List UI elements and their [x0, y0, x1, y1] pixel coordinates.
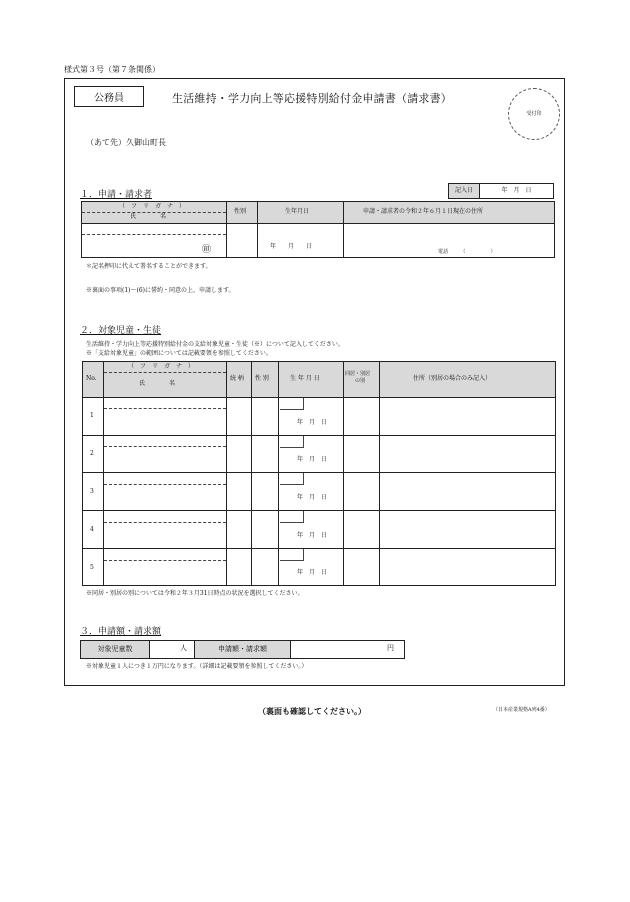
- child-furigana-field[interactable]: [104, 398, 226, 408]
- section3-heading: ３．申請額・請求額: [80, 627, 162, 637]
- child-birth-field[interactable]: 年 月 日: [297, 456, 328, 463]
- entry-date-field[interactable]: 年 月 日: [479, 183, 554, 199]
- child-gender-field[interactable]: [252, 473, 278, 510]
- child-relation-field[interactable]: [227, 436, 251, 472]
- child-address-field[interactable]: [380, 473, 555, 510]
- section2-intro: 生活維持・学力向上等応援特別給付金の支給対象児童・生徒（※）について記入してください。: [86, 341, 344, 348]
- cohab-note: ※同居・別居の別については令和２年３月31日時点の状況を選択してください。: [86, 590, 304, 597]
- child-name-field[interactable]: [104, 523, 226, 548]
- child-cohab-field[interactable]: [344, 549, 379, 585]
- form-title: 生活維持・学力向上等応援特別給付金申請書（請求書）: [172, 92, 452, 105]
- col-relation-label: 続 柄: [230, 375, 244, 382]
- section2-heading: ２．対象児童・生徒: [80, 326, 162, 336]
- child-gender-field[interactable]: [252, 511, 278, 548]
- col-gender-label: 性 別: [255, 375, 269, 382]
- addressee: （あて先）久御山町長: [86, 138, 166, 147]
- consent-note: ※裏面の事項(1)～(6)に誓約・同意の上、申請します。: [86, 287, 235, 294]
- address-label: 申請・請求者の令和２年６月１日現在の住所: [363, 208, 484, 215]
- amount-label: 申請額・請求額: [195, 641, 290, 658]
- child-count-label: 対象児童数: [81, 641, 149, 658]
- col-no-label: No.: [86, 375, 97, 382]
- applicant-gender-field[interactable]: [227, 224, 257, 257]
- col-birth-label: 生 年 月 日: [290, 375, 320, 382]
- era-box[interactable]: [280, 549, 304, 561]
- child-gender-field[interactable]: [252, 436, 278, 472]
- seal-note: ＊記名押印に代えて署名することができます。: [86, 263, 212, 270]
- era-box[interactable]: [280, 398, 304, 410]
- stamp-label: 受付印: [526, 110, 542, 117]
- child-address-field[interactable]: [380, 549, 555, 585]
- category-box: 公務員: [74, 86, 144, 107]
- child-relation-field[interactable]: [227, 473, 251, 510]
- child-birth-field[interactable]: 年 月 日: [297, 532, 328, 539]
- child-name-field[interactable]: [104, 485, 226, 510]
- child-cohab-field[interactable]: [344, 511, 379, 548]
- child-relation-field[interactable]: [227, 549, 251, 585]
- child-furigana-field[interactable]: [104, 549, 226, 560]
- child-relation-field[interactable]: [227, 511, 251, 548]
- child-cohab-field[interactable]: [344, 436, 379, 472]
- furigana-label: （ フ リ ガ ナ ）: [119, 203, 186, 210]
- paper-size-label: （日本産業規格A列4番）: [493, 707, 550, 713]
- form-id-label: 様式第３号（第７条関係）: [64, 65, 160, 74]
- applicant-birthdate-field[interactable]: 年 月 日: [270, 243, 313, 250]
- child-furigana-field[interactable]: [104, 436, 226, 446]
- child-birth-field[interactable]: 年 月 日: [297, 494, 328, 501]
- count-unit: 人: [180, 644, 187, 652]
- amount-note: ※対象児童１人につき１万円になります。（詳細は記載要領を参照してください。）: [86, 663, 308, 670]
- seal-mark: ㊞: [202, 245, 212, 255]
- col-address-label: 住所（別居の場合のみ記入）: [413, 375, 492, 382]
- back-side-notice: （裏面も確認してください。）: [258, 706, 366, 716]
- entry-date-label: 記入日: [448, 183, 480, 199]
- child-cohab-field[interactable]: [344, 473, 379, 510]
- child-furigana-field[interactable]: [104, 511, 226, 522]
- phone-field[interactable]: 電話 （ ）: [438, 249, 496, 255]
- child-gender-field[interactable]: [252, 398, 278, 435]
- child-birth-field[interactable]: 年 月 日: [297, 419, 328, 426]
- child-furigana-field[interactable]: [104, 473, 226, 484]
- child-relation-field[interactable]: [227, 398, 251, 435]
- amount-unit: 円: [387, 644, 394, 652]
- era-box[interactable]: [280, 436, 304, 448]
- applicant-furigana-field[interactable]: [82, 224, 226, 234]
- child-name-field[interactable]: [104, 561, 226, 585]
- row-no: 1: [90, 412, 94, 419]
- child-birth-field[interactable]: 年 月 日: [297, 569, 328, 576]
- row-no: 5: [90, 564, 94, 571]
- child-address-field[interactable]: [380, 511, 555, 548]
- col-furigana-label: （ フ リ ガ ナ ）: [128, 363, 195, 370]
- col-cohab-label-2: の別: [355, 378, 366, 384]
- row-no: 3: [90, 488, 94, 495]
- era-box[interactable]: [280, 511, 304, 523]
- child-address-field[interactable]: [380, 398, 555, 435]
- row-no: 2: [90, 450, 94, 457]
- gender-label: 性別: [234, 208, 247, 215]
- birthdate-label: 生年月日: [285, 208, 310, 215]
- section1-heading: １．申請・請求者: [80, 190, 153, 200]
- row-no: 4: [90, 526, 94, 533]
- child-name-field[interactable]: [104, 447, 226, 472]
- child-address-field[interactable]: [380, 436, 555, 472]
- era-box[interactable]: [280, 473, 304, 485]
- col-name-label: 氏 名: [139, 380, 176, 387]
- name-label: 氏 名: [130, 213, 167, 220]
- child-count-field[interactable]: [150, 641, 194, 658]
- reception-stamp-area: [508, 88, 560, 140]
- section2-scope-note: ※「支給対象児童」の範囲については記載要領を参照してください。: [86, 350, 272, 357]
- child-cohab-field[interactable]: [344, 398, 379, 435]
- col-cohab-label-1: 同居・別居: [345, 371, 371, 377]
- child-name-field[interactable]: [104, 409, 226, 435]
- child-gender-field[interactable]: [252, 549, 278, 585]
